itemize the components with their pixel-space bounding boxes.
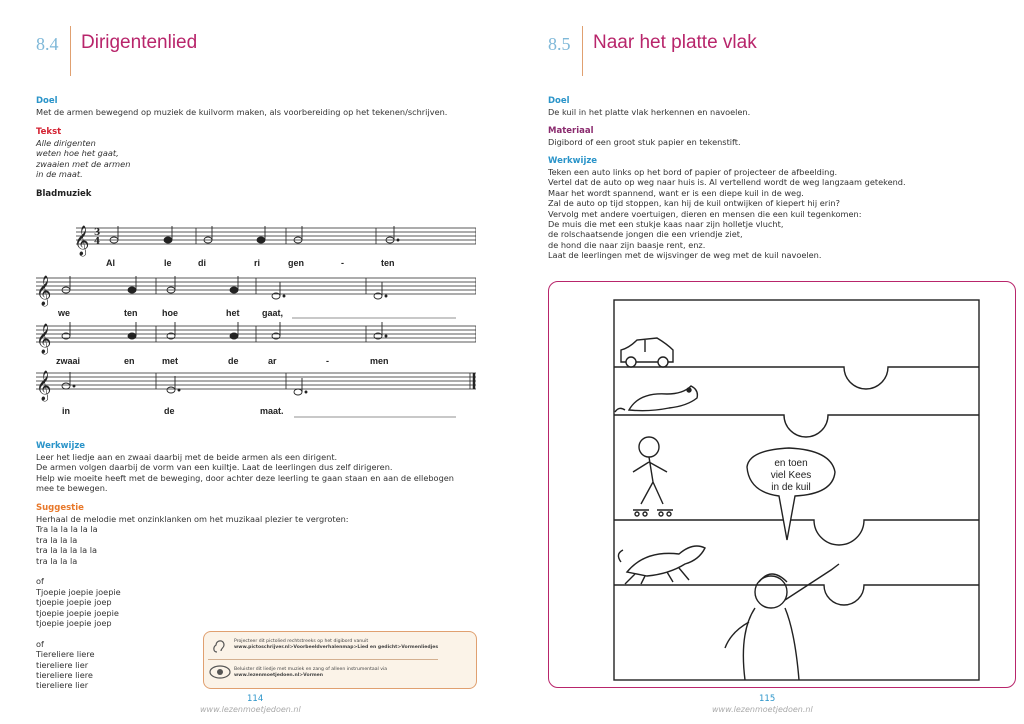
bladmuziek-heading: Bladmuziek <box>36 189 92 199</box>
werkwijze-line: Vertel dat de auto op weg naar huis is. Al vertellend wordt de weg langzaam getekend. <box>548 177 906 188</box>
lyric-syllable: gen <box>288 258 305 268</box>
lyric-syllable: Al <box>106 258 115 268</box>
footer-url[interactable]: www.lezenmoetjedoen.nl <box>712 705 813 714</box>
footer-url[interactable]: www.lezenmoetjedoen.nl <box>200 705 301 714</box>
info-box <box>203 631 477 689</box>
speech-bubble-line: in de kuil <box>771 482 811 493</box>
doel-block <box>548 96 750 117</box>
ear-icon <box>210 637 230 655</box>
suggestie-line: Tjoepie joepie joepie <box>36 586 121 597</box>
werkwijze-line: De armen volgen daarbij de vorm van een kuiltje. Laat de leerlingen dus zelf dirigeren. <box>36 462 393 473</box>
tekst-line: Alle dirigenten <box>36 138 96 148</box>
info-row-audio <box>234 667 470 679</box>
werkwijze-line: De muis die met een stukje kaas naar zijn holletje vlucht, <box>548 219 784 230</box>
tekst-line: zwaaien met de armen <box>36 158 131 169</box>
speech-bubble-line: en toen <box>774 458 808 469</box>
suggestie-line: Herhaal de melodie met onzinklanken om het muzikaal plezier te vergroten: <box>36 514 349 524</box>
materiaal-heading: Materiaal <box>548 126 594 136</box>
info-row-picto <box>234 639 470 651</box>
lyric-syllable: en <box>124 356 135 366</box>
lyric-syllable: di <box>198 258 206 268</box>
doel-heading: Doel <box>548 96 570 106</box>
lyric-syllable: ten <box>381 258 395 268</box>
suggestie-line: tiereliere liere <box>36 670 93 681</box>
suggestie-line: tra la la la la la <box>36 545 98 556</box>
bladmuziek-block <box>36 189 91 200</box>
speech-bubble-line: viel Kees <box>770 470 812 481</box>
section-number: 8.4 <box>36 34 59 54</box>
suggestie-line: tra la la la <box>36 534 78 545</box>
suggestie-line: tjoepie joepie joep <box>36 618 112 629</box>
werkwijze-line: Leer het liedje aan en zwaai daarbij met de beide armen als een dirigent. <box>36 452 338 462</box>
lyric-syllable: met <box>162 356 179 366</box>
werkwijze-line: Teken een auto links op het bord of papier of projecteer de afbeelding. <box>548 167 838 177</box>
doel-block <box>36 96 447 117</box>
werkwijze-block <box>548 156 906 261</box>
suggestie-heading: Suggestie <box>36 503 84 513</box>
section-divider <box>70 26 71 76</box>
lyric-syllable: men <box>370 356 389 366</box>
doel-text: De kuil in het platte vlak herkennen en navoelen. <box>548 107 751 117</box>
section-number: 8.5 <box>548 34 571 54</box>
info-text: Beluister dit liedje met muziek en zang of alleen instrumentaal via <box>234 667 388 672</box>
svg-text:𝄞: 𝄞 <box>36 276 52 306</box>
eye-icon <box>209 665 231 679</box>
tekst-block <box>36 127 130 180</box>
tekst-heading: Tekst <box>36 127 62 137</box>
werkwijze-line: Help wie moeite heeft met de beweging, door achter deze leerling te gaan staan en aan de ellebogen <box>36 472 454 483</box>
lyric-syllable: ar <box>268 356 277 366</box>
suggestie-line: of <box>36 638 44 649</box>
lyric-syllable: gaat, <box>262 308 284 318</box>
werkwijze-heading: Werkwijze <box>36 441 86 451</box>
lyric-syllable: de <box>228 356 239 366</box>
suggestie-line: tiereliere lier <box>36 659 89 670</box>
suggestie-line: Tra la la la la la <box>36 524 98 535</box>
svg-text:4: 4 <box>94 237 101 247</box>
lyric-syllable: in <box>62 406 70 416</box>
page-number: 114 <box>247 694 264 704</box>
werkwijze-line: mee te bewegen. <box>36 483 108 494</box>
svg-text:3: 3 <box>94 228 101 238</box>
suggestie-line: tjoepie joepie joep <box>36 597 112 608</box>
werkwijze-block <box>36 441 454 494</box>
lyric-syllable: hoe <box>162 308 179 318</box>
werkwijze-line: Laat de leerlingen met de wijsvinger de weg met de kuil navoelen. <box>548 250 822 261</box>
doel-heading: Doel <box>36 96 58 106</box>
tekst-line: in de maat. <box>36 169 83 180</box>
werkwijze-heading: Werkwijze <box>548 156 598 166</box>
page-number: 115 <box>759 694 776 704</box>
section-divider <box>582 26 583 76</box>
suggestie-line <box>36 566 349 576</box>
suggestie-line: Tiereliere liere <box>36 649 95 660</box>
lyric-syllable: - <box>326 356 329 366</box>
section-title: Dirigentenlied <box>81 32 198 53</box>
lyric-syllable: maat. <box>260 406 284 416</box>
illustration-frame <box>548 281 1016 688</box>
info-divider <box>208 659 438 660</box>
svg-text:𝄞: 𝄞 <box>74 226 90 256</box>
materiaal-text: Digibord of een groot stuk papier en tekenstift. <box>548 137 741 147</box>
sheet-music <box>36 216 476 421</box>
doel-text: Met de armen bewegend op muziek de kuilvorm maken, als voorbereiding op het tekenen/schrijven. <box>36 107 448 117</box>
tekst-line: weten hoe het gaat, <box>36 148 119 159</box>
lyric-syllable: - <box>341 258 344 268</box>
werkwijze-line: Vervolg met andere voertuigen, dieren en mensen die een kuil tegenkomen: <box>548 208 862 219</box>
section-title: Naar het platte vlak <box>593 32 757 53</box>
lyric-syllable: zwaai <box>56 356 81 366</box>
lyric-syllable: we <box>58 308 71 318</box>
suggestie-line: tiereliere lier <box>36 680 89 691</box>
materiaal-block <box>548 126 741 147</box>
lyric-syllable: ten <box>124 308 138 318</box>
svg-text:𝄞: 𝄞 <box>36 371 52 401</box>
werkwijze-line: Maar het wordt spannend, want er is een diepe kuil in de weg. <box>548 187 804 198</box>
lyric-syllable: het <box>226 308 240 318</box>
lyric-syllable: le <box>164 258 172 268</box>
werkwijze-line: de rolschaatsende jongen die een vriendje ziet, <box>548 229 743 240</box>
suggestie-line: tjoepie joepie joepie <box>36 607 119 618</box>
suggestie-line: of <box>36 576 44 587</box>
svg-text:𝄞: 𝄞 <box>36 324 52 354</box>
road-illustration <box>549 282 1015 687</box>
info-link[interactable]: www.pictoschrijver.nl>Voorbeeldverhalenmap>Lied en gedicht>Vormenliedjes <box>234 645 439 650</box>
info-link[interactable]: www.lezenmoetjedoen.nl>Vormen <box>234 673 324 678</box>
lyric-syllable: ri <box>254 258 261 268</box>
werkwijze-line: de hond die naar zijn baasje rent, enz. <box>548 239 706 250</box>
werkwijze-line: Zal de auto op tijd stoppen, kan hij de kuil ontwijken of kiepert hij erin? <box>548 198 840 209</box>
suggestie-line: tra la la la <box>36 555 78 566</box>
lyric-syllable: de <box>164 406 175 416</box>
info-text: Projecteer dit pictolied rechtstreeks op het digibord vanuit <box>234 639 369 644</box>
